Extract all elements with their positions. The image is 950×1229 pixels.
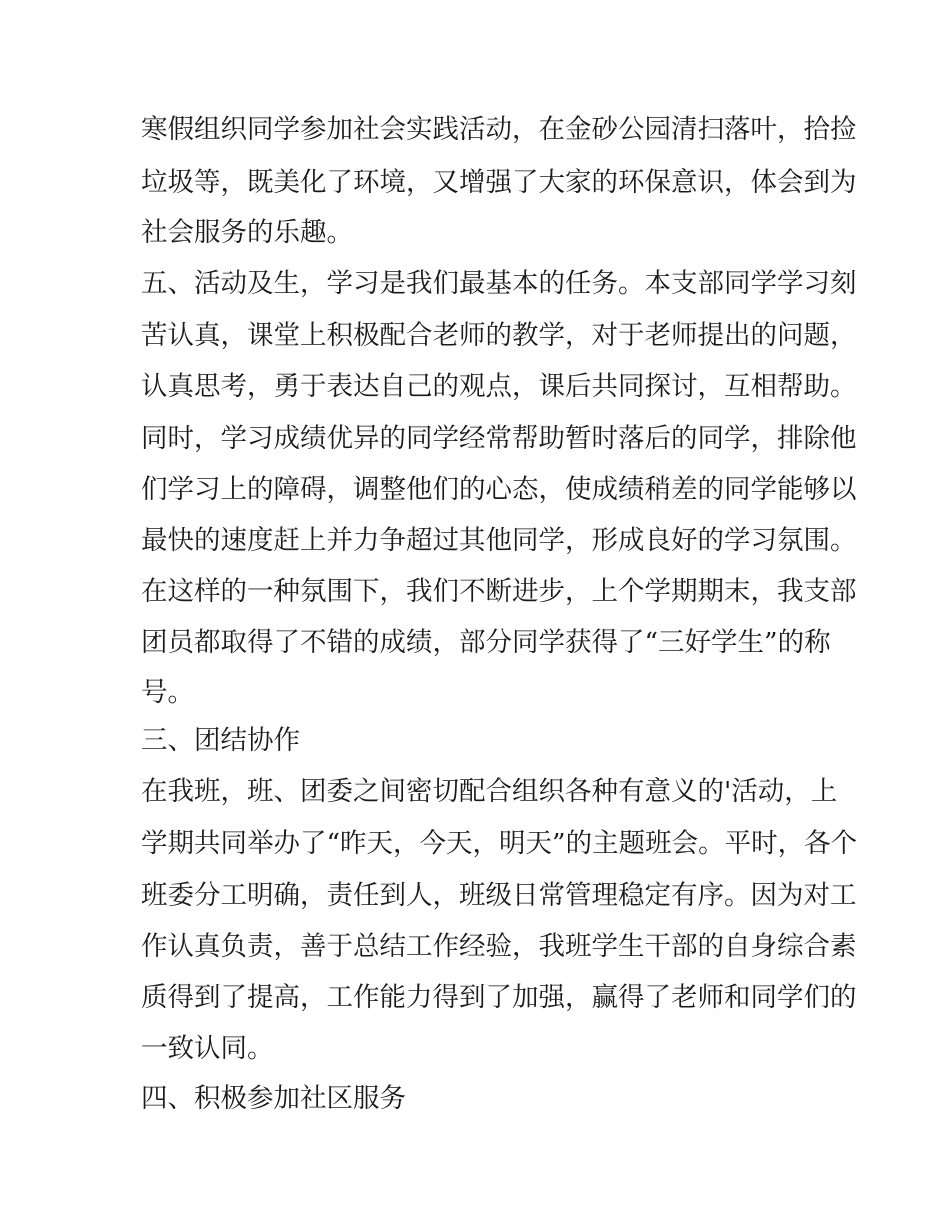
section-heading-3: 三、团结协作 <box>141 725 300 756</box>
text-line: 在我班，班、团委之间密切配合组织各种有意义的'活动，上 <box>141 776 838 807</box>
text-line: 社会服务的乐趣。 <box>141 217 353 248</box>
text-line: 认真思考，勇于表达自己的观点，课后共同探讨，互相帮助。 <box>141 371 857 402</box>
text-line: 作认真负责，善于总结工作经验，我班学生干部的自身综合素 <box>141 931 857 962</box>
text-line: 学期共同举办了“昨天，今天，明天”的主题班会。平时，各个 <box>141 828 858 859</box>
text-line: 同时，学习成绩优异的同学经常帮助暂时落后的同学，排除他 <box>141 423 857 454</box>
text-line: 苦认真，课堂上积极配合老师的教学，对于老师提出的问题， <box>141 320 857 351</box>
text-line: 垃圾等，既美化了环境，又增强了大家的环保意识，体会到为 <box>141 167 857 198</box>
text-line: 班委分工明确，责任到人，班级日常管理稳定有序。因为对工 <box>141 880 857 911</box>
text-line: 号。 <box>141 677 194 708</box>
text-line: 们学习上的障碍，调整他们的心态，使成绩稍差的同学能够以 <box>141 474 857 505</box>
text-line: 寒假组织同学参加社会实践活动，在金砂公园清扫落叶，拾捡 <box>141 114 857 145</box>
text-line: 质得到了提高，工作能力得到了加强，赢得了老师和同学们的 <box>141 982 857 1013</box>
text-line: 团员都取得了不错的成绩，部分同学获得了“三好学生”的称 <box>141 627 831 658</box>
text-line: 在这样的一种氛围下，我们不断进步，上个学期期末，我支部 <box>141 576 857 607</box>
section-heading-4: 四、积极参加社区服务 <box>141 1083 406 1114</box>
text-line: 一致认同。 <box>141 1033 274 1064</box>
text-line: 最快的速度赶上并力争超过其他同学，形成良好的学习氛围。 <box>141 525 857 556</box>
section-heading-5: 五、活动及生，学习是我们最基本的任务。本支部同学学习刻 <box>141 268 857 299</box>
